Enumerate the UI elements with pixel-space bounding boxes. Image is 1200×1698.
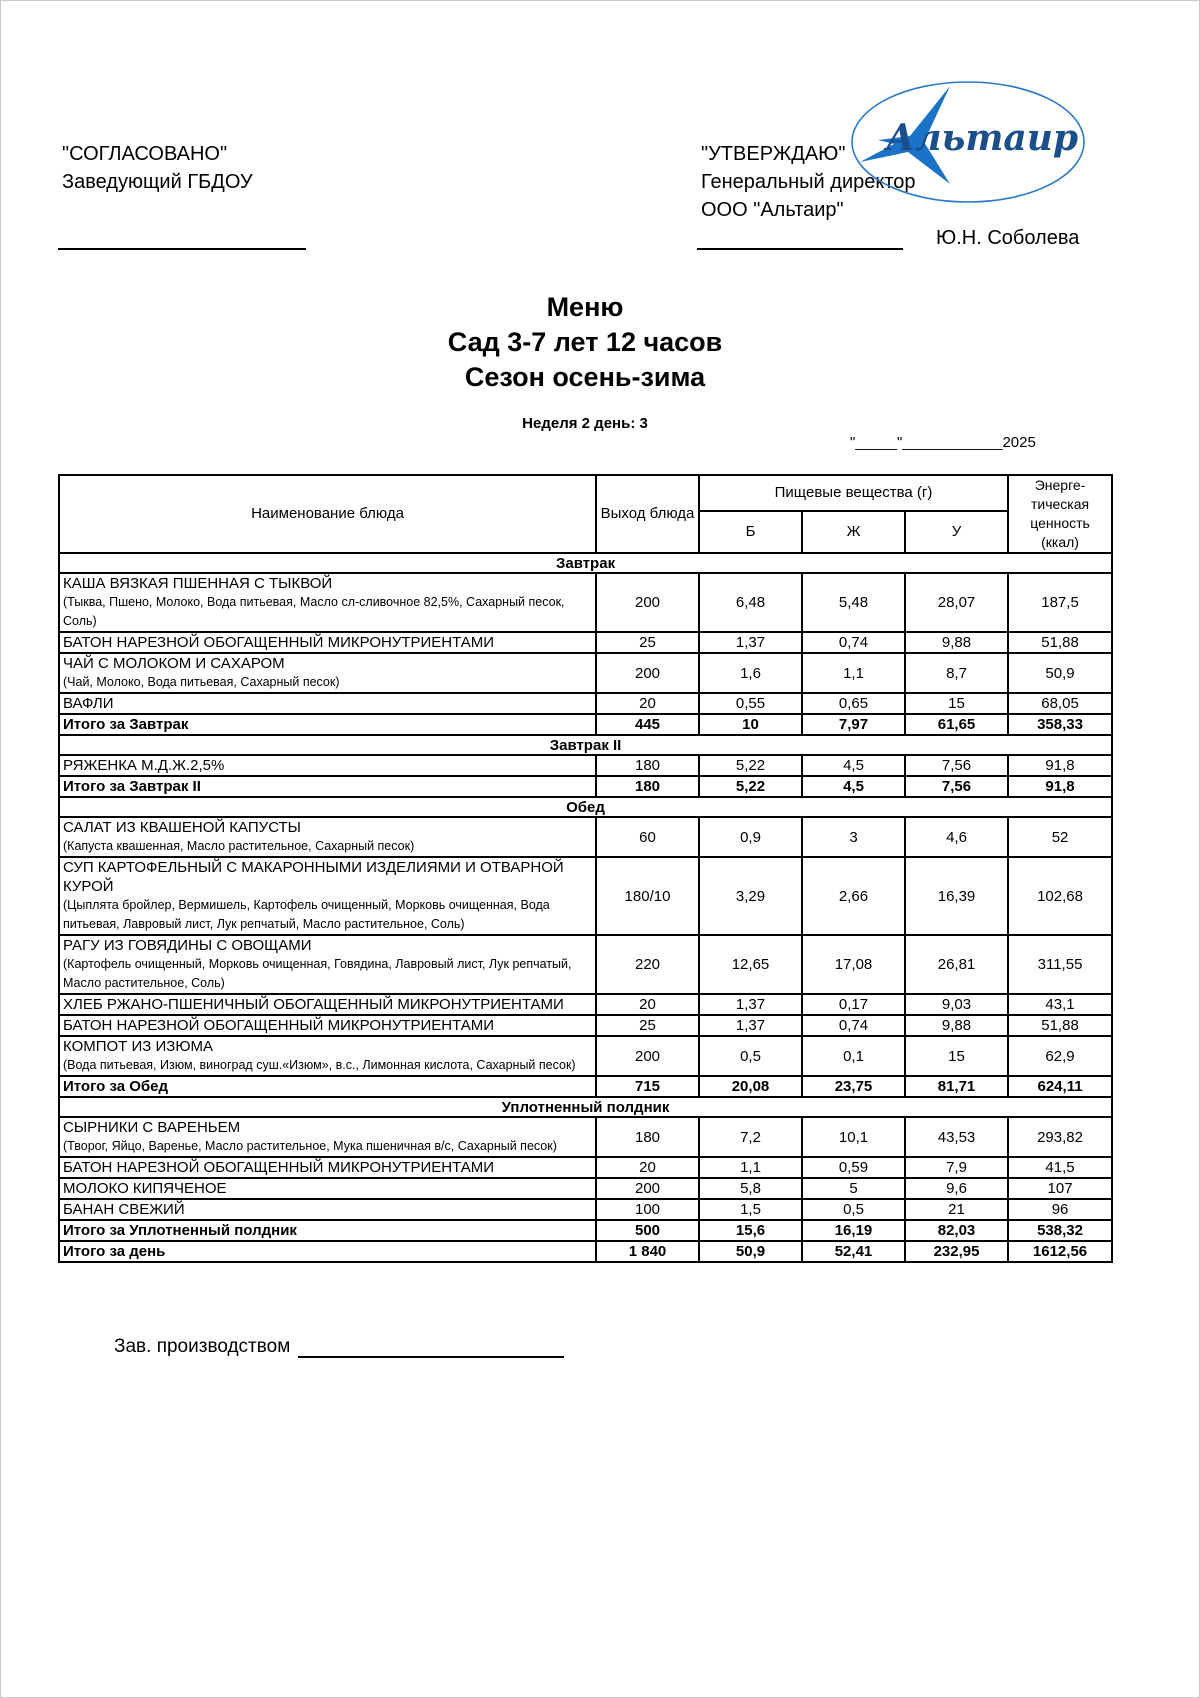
table-row (59, 573, 1112, 632)
header-yield: Выход блюда (596, 475, 699, 553)
dish-ingredients: (Творог, Яйцо, Варенье, Масло растительное, Мука пшеничная в/с, Сахарный песок) (63, 1139, 557, 1153)
dish-ingredients: (Вода питьевая, Изюм, виноград суш.«Изюм», в.с., Лимонная кислота, Сахарный песок) (63, 1058, 576, 1072)
cell-fat: 0,59 (802, 1157, 905, 1178)
approved-signature-line (697, 248, 903, 250)
total-label: Итого за Завтрак II (59, 776, 596, 797)
section-title: Уплотненный полдник (59, 1097, 1112, 1117)
cell-yield: 20 (596, 693, 699, 714)
cell-fat: 0,17 (802, 994, 905, 1015)
cell-kcal: 293,82 (1008, 1117, 1112, 1157)
cell-fat: 0,74 (802, 1015, 905, 1036)
header-name: Наименование блюда (59, 475, 596, 553)
cell-protein: 1,6 (699, 653, 802, 693)
dish-name: ЧАЙ С МОЛОКОМ И САХАРОМ (63, 655, 285, 672)
dish-name: СУП КАРТОФЕЛЬНЫЙ С МАКАРОННЫМИ ИЗДЕЛИЯМИ И ОТВАРНОЙ КУРОЙ (63, 859, 564, 895)
cell-carbs: 7,56 (905, 755, 1008, 776)
section-header (59, 1097, 1112, 1117)
cell-kcal: 102,68 (1008, 857, 1112, 935)
cell-protein: 0,5 (699, 1036, 802, 1076)
cell-kcal: 62,9 (1008, 1036, 1112, 1076)
dish-name: БАТОН НАРЕЗНОЙ ОБОГАЩЕННЫЙ МИКРОНУТРИЕНТАМИ (63, 1159, 495, 1176)
week-day: Неделя 2 день: 3 (522, 415, 648, 432)
day-total-row (59, 1241, 1112, 1262)
header-carbs: У (905, 511, 1008, 553)
cell-yield: 715 (596, 1076, 699, 1097)
section-total-row (59, 776, 1112, 797)
altair-logo (850, 80, 1086, 204)
cell-carbs: 16,39 (905, 857, 1008, 935)
dish-name: САЛАТ ИЗ КВАШЕНОЙ КАПУСТЫ (63, 819, 301, 836)
cell-fat: 0,74 (802, 632, 905, 653)
cell-carbs: 15 (905, 1036, 1008, 1076)
cell-kcal: 41,5 (1008, 1157, 1112, 1178)
section-total-row (59, 714, 1112, 735)
cell-kcal: 43,1 (1008, 994, 1112, 1015)
table-row (59, 755, 1112, 776)
cell-protein: 0,9 (699, 817, 802, 857)
dish-name: ХЛЕБ РЖАНО-ПШЕНИЧНЫЙ ОБОГАЩЕННЫЙ МИКРОНУТРИЕНТАМИ (63, 996, 564, 1013)
cell-protein: 1,37 (699, 632, 802, 653)
cell-yield: 500 (596, 1220, 699, 1241)
cell-carbs: 9,6 (905, 1178, 1008, 1199)
dish-name: БАТОН НАРЕЗНОЙ ОБОГАЩЕННЫЙ МИКРОНУТРИЕНТАМИ (63, 634, 495, 651)
cell-carbs: 82,03 (905, 1220, 1008, 1241)
cell-yield: 200 (596, 573, 699, 632)
cell-kcal: 624,11 (1008, 1076, 1112, 1097)
section-total-row (59, 1220, 1112, 1241)
document-title (0, 290, 1170, 395)
approved-position: Генеральный директор (701, 171, 916, 193)
approved-signer: Ю.Н. Соболева (936, 227, 1080, 249)
header-nutrients: Пищевые вещества (г) (699, 475, 1008, 511)
agreed-title: "СОГЛАСОВАНО" (62, 143, 228, 165)
section-title: Завтрак (59, 553, 1112, 573)
cell-yield: 180 (596, 776, 699, 797)
dish-ingredients: (Цыплята бройлер, Вермишель, Картофель очищенный, Морковь очищенная, Вода питьевая, Лавровый лист, Лук репчатый, Масло растительное, Соль) (63, 898, 550, 931)
cell-kcal: 538,32 (1008, 1220, 1112, 1241)
cell-dish (59, 632, 596, 653)
cell-kcal: 51,88 (1008, 1015, 1112, 1036)
table-row (59, 817, 1112, 857)
cell-kcal: 96 (1008, 1199, 1112, 1220)
section-header (59, 797, 1112, 817)
cell-carbs: 232,95 (905, 1241, 1008, 1262)
cell-kcal: 51,88 (1008, 632, 1112, 653)
dish-ingredients: (Картофель очищенный, Морковь очищенная, Говядина, Лавровый лист, Лук репчатый, Масло растительное, Соль) (63, 957, 572, 990)
cell-fat: 23,75 (802, 1076, 905, 1097)
cell-carbs: 9,88 (905, 632, 1008, 653)
cell-carbs: 81,71 (905, 1076, 1008, 1097)
table-row (59, 1036, 1112, 1076)
cell-yield: 100 (596, 1199, 699, 1220)
cell-fat: 52,41 (802, 1241, 905, 1262)
cell-protein: 5,8 (699, 1178, 802, 1199)
cell-kcal: 187,5 (1008, 573, 1112, 632)
cell-fat: 4,5 (802, 755, 905, 776)
footer-signature-line (298, 1356, 564, 1358)
cell-dish (59, 1015, 596, 1036)
cell-yield: 445 (596, 714, 699, 735)
title-line-1: Меню (546, 292, 624, 322)
footer-label: Зав. производством (114, 1336, 291, 1357)
cell-carbs: 15 (905, 693, 1008, 714)
agreed-block (62, 140, 253, 196)
cell-protein: 1,37 (699, 994, 802, 1015)
header-protein: Б (699, 511, 802, 553)
cell-fat: 4,5 (802, 776, 905, 797)
cell-protein: 50,9 (699, 1241, 802, 1262)
table-row (59, 1157, 1112, 1178)
cell-carbs: 9,88 (905, 1015, 1008, 1036)
dish-name: СЫРНИКИ С ВАРЕНЬЕМ (63, 1119, 241, 1136)
dish-ingredients: (Капуста квашенная, Масло растительное, Сахарный песок) (63, 839, 415, 853)
cell-protein: 1,37 (699, 1015, 802, 1036)
total-label: Итого за Обед (59, 1076, 596, 1097)
dish-ingredients: (Тыква, Пшено, Молоко, Вода питьевая, Масло сл-сливочное 82,5%, Сахарный песок, Соль) (63, 595, 565, 628)
cell-fat: 7,97 (802, 714, 905, 735)
cell-yield: 180 (596, 1117, 699, 1157)
cell-fat: 0,5 (802, 1199, 905, 1220)
cell-kcal: 91,8 (1008, 755, 1112, 776)
cell-carbs: 9,03 (905, 994, 1008, 1015)
day-total-label: Итого за день (59, 1241, 596, 1262)
cell-protein: 10 (699, 714, 802, 735)
cell-carbs: 28,07 (905, 573, 1008, 632)
cell-dish (59, 1036, 596, 1076)
header-energy: Энерге-тическая ценность (ккал) (1008, 475, 1112, 553)
cell-protein: 0,55 (699, 693, 802, 714)
menu-table (58, 474, 1113, 1263)
table-row (59, 857, 1112, 935)
cell-protein: 12,65 (699, 935, 802, 994)
cell-dish (59, 1157, 596, 1178)
cell-dish (59, 817, 596, 857)
cell-fat: 10,1 (802, 1117, 905, 1157)
cell-fat: 0,1 (802, 1036, 905, 1076)
cell-dish (59, 653, 596, 693)
section-title: Завтрак II (59, 735, 1112, 755)
dish-name: БАНАН СВЕЖИЙ (63, 1201, 185, 1218)
cell-kcal: 91,8 (1008, 776, 1112, 797)
cell-dish (59, 935, 596, 994)
cell-fat: 5,48 (802, 573, 905, 632)
cell-dish (59, 755, 596, 776)
dish-name: ВАФЛИ (63, 695, 114, 712)
cell-fat: 2,66 (802, 857, 905, 935)
section-header (59, 553, 1112, 573)
cell-fat: 17,08 (802, 935, 905, 994)
cell-fat: 3 (802, 817, 905, 857)
agreed-position: Заведующий ГБДОУ (62, 171, 253, 193)
dish-name: РЯЖЕНКА М.Д.Ж.2,5% (63, 757, 225, 774)
total-label: Итого за Уплотненный полдник (59, 1220, 596, 1241)
table-row (59, 1117, 1112, 1157)
footer (114, 1336, 564, 1358)
section-total-row (59, 1076, 1112, 1097)
cell-fat: 0,65 (802, 693, 905, 714)
dish-name: МОЛОКО КИПЯЧЕНОЕ (63, 1180, 227, 1197)
cell-kcal: 358,33 (1008, 714, 1112, 735)
cell-fat: 16,19 (802, 1220, 905, 1241)
section-title: Обед (59, 797, 1112, 817)
cell-protein: 1,5 (699, 1199, 802, 1220)
cell-carbs: 26,81 (905, 935, 1008, 994)
cell-carbs: 7,9 (905, 1157, 1008, 1178)
cell-carbs: 4,6 (905, 817, 1008, 857)
cell-kcal: 68,05 (1008, 693, 1112, 714)
header-fat: Ж (802, 511, 905, 553)
approved-title: "УТВЕРЖДАЮ" (701, 143, 846, 165)
cell-yield: 180 (596, 755, 699, 776)
dish-name: КОМПОТ ИЗ ИЗЮМА (63, 1038, 214, 1055)
cell-kcal: 52 (1008, 817, 1112, 857)
cell-fat: 1,1 (802, 653, 905, 693)
cell-yield: 25 (596, 632, 699, 653)
title-line-2: Сад 3-7 лет 12 часов (447, 327, 723, 357)
dish-name: БАТОН НАРЕЗНОЙ ОБОГАЩЕННЫЙ МИКРОНУТРИЕНТАМИ (63, 1017, 495, 1034)
cell-dish (59, 573, 596, 632)
title-line-3: Сезон осень-зима (464, 362, 706, 392)
dish-name: РАГУ ИЗ ГОВЯДИНЫ С ОВОЩАМИ (63, 937, 312, 954)
cell-protein: 6,48 (699, 573, 802, 632)
table-row (59, 994, 1112, 1015)
cell-protein: 5,22 (699, 755, 802, 776)
cell-dish (59, 994, 596, 1015)
cell-carbs: 7,56 (905, 776, 1008, 797)
cell-yield: 60 (596, 817, 699, 857)
cell-yield: 180/10 (596, 857, 699, 935)
cell-yield: 20 (596, 994, 699, 1015)
cell-protein: 5,22 (699, 776, 802, 797)
cell-yield: 220 (596, 935, 699, 994)
table-row (59, 693, 1112, 714)
table-row (59, 653, 1112, 693)
cell-dish (59, 693, 596, 714)
cell-dish (59, 1117, 596, 1157)
cell-carbs: 43,53 (905, 1117, 1008, 1157)
cell-protein: 3,29 (699, 857, 802, 935)
date-line: "_____"____________2025 (850, 434, 1036, 451)
table-row (59, 1178, 1112, 1199)
cell-yield: 200 (596, 1036, 699, 1076)
cell-carbs: 21 (905, 1199, 1008, 1220)
cell-protein: 1,1 (699, 1157, 802, 1178)
agreed-signature-line (58, 248, 306, 250)
cell-protein: 15,6 (699, 1220, 802, 1241)
cell-dish (59, 857, 596, 935)
dish-name: КАША ВЯЗКАЯ ПШЕННАЯ С ТЫКВОЙ (63, 575, 333, 592)
table-row (59, 1015, 1112, 1036)
approved-org: ООО "Альтаир" (701, 199, 844, 221)
logo-text: Альтаир (885, 117, 1079, 159)
cell-kcal: 50,9 (1008, 653, 1112, 693)
cell-protein: 7,2 (699, 1117, 802, 1157)
cell-kcal: 311,55 (1008, 935, 1112, 994)
cell-yield: 200 (596, 653, 699, 693)
cell-yield: 25 (596, 1015, 699, 1036)
cell-carbs: 8,7 (905, 653, 1008, 693)
cell-dish (59, 1199, 596, 1220)
cell-protein: 20,08 (699, 1076, 802, 1097)
table-row (59, 632, 1112, 653)
cell-kcal: 107 (1008, 1178, 1112, 1199)
cell-dish (59, 1178, 596, 1199)
cell-yield: 200 (596, 1178, 699, 1199)
cell-yield: 20 (596, 1157, 699, 1178)
table-row (59, 935, 1112, 994)
table-row (59, 1199, 1112, 1220)
total-label: Итого за Завтрак (59, 714, 596, 735)
section-header (59, 735, 1112, 755)
dish-ingredients: (Чай, Молоко, Вода питьевая, Сахарный песок) (63, 675, 340, 689)
cell-carbs: 61,65 (905, 714, 1008, 735)
cell-yield: 1 840 (596, 1241, 699, 1262)
cell-fat: 5 (802, 1178, 905, 1199)
cell-kcal: 1612,56 (1008, 1241, 1112, 1262)
